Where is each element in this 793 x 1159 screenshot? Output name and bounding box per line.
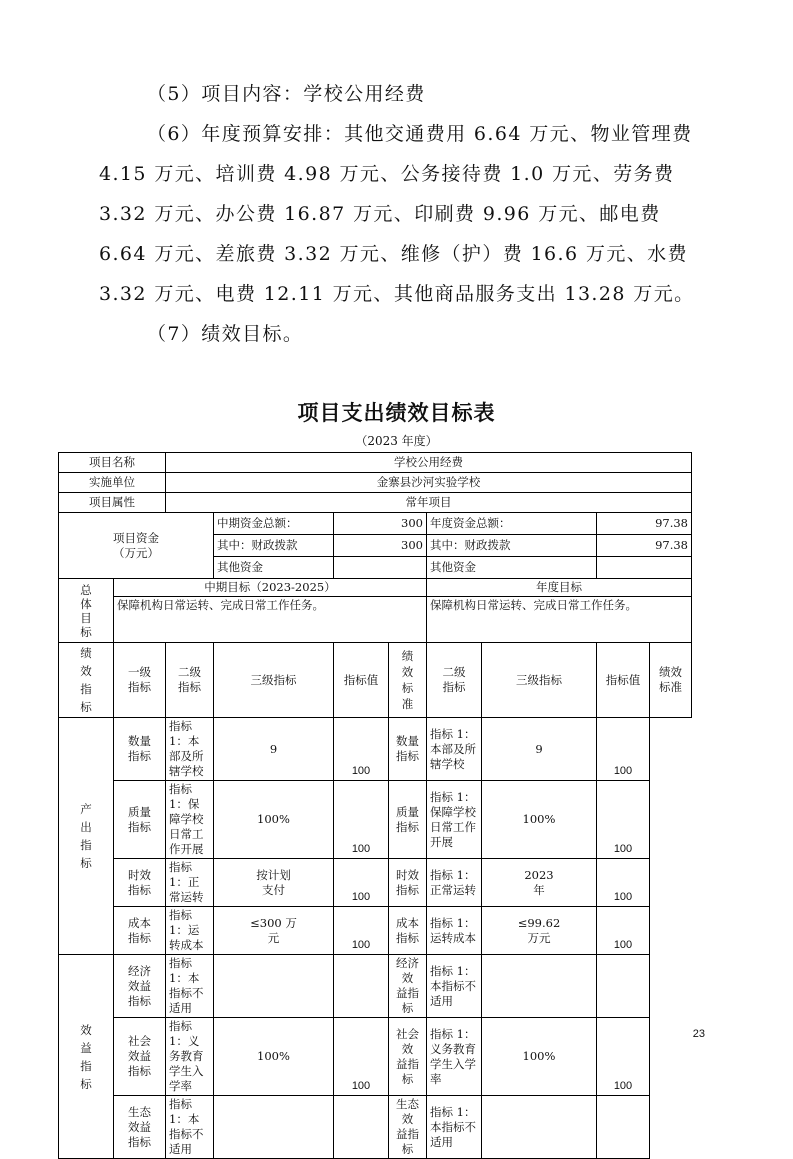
year-indicator-value xyxy=(482,955,597,1018)
header-level2: 二级 指标 xyxy=(166,643,214,718)
year-level2-indicator: 成本 指标 xyxy=(389,907,427,955)
indicator-value: ≤300 万 元 xyxy=(214,907,334,955)
table-title: 项目支出绩效目标表 xyxy=(297,401,496,425)
level3-indicator: 指标 1：本部及所辖学校 xyxy=(166,718,214,781)
mid-total-value: 300 xyxy=(334,513,427,535)
year-level3-indicator: 指标 1：本指标不适用 xyxy=(427,1096,482,1159)
mid-target-header: 中期目标（2023-2025） xyxy=(114,579,427,597)
year-level3-indicator: 指标 1：本指标不适用 xyxy=(427,955,482,1018)
page-number: 23 xyxy=(692,1028,705,1040)
indicator-standard: 100 xyxy=(334,781,389,859)
header-year-level2: 二级 指标 xyxy=(427,643,482,718)
year-indicator-value: 2023 年 xyxy=(482,859,597,907)
overall-target-label: 总 体 目 标 xyxy=(59,579,114,643)
year-indicator-standard xyxy=(597,955,650,1018)
header-level3: 三级指标 xyxy=(214,643,334,718)
project-name-label: 项目名称 xyxy=(59,453,166,473)
year-level2-indicator: 质量 指标 xyxy=(389,781,427,859)
item-6-paragraph: （6）年度预算安排：其他交通费用 6.64 万元、物业管理费 4.15 万元、培训费 4.98 万元、公务接待费 1.0 万元、劳务费 3.32 万元、办公费 16.87 万元、印刷费 9.96 万元、邮电费 6.64 万元、差旅费 3.32 万元、维修（护）费 16.6 万元、水费 3.32 万元、电费 12.11 万元、其他商品服务支出 13.28 万元。 xyxy=(99,123,695,305)
year-level2-indicator: 经济效 益指标 xyxy=(389,955,427,1018)
level3-indicator: 指标 1：本指标不适用 xyxy=(166,955,214,1018)
year-level2-indicator: 时效 指标 xyxy=(389,859,427,907)
indicator-standard: 100 xyxy=(334,907,389,955)
year-level3-indicator: 指标 1：运转成本 xyxy=(427,907,482,955)
mid-fiscal-label: 其中：财政拨款 xyxy=(214,535,334,557)
year-indicator-value: 9 xyxy=(482,718,597,781)
item-5-paragraph: （5）项目内容：学校公用经费 xyxy=(147,83,426,105)
year-indicator-standard: 100 xyxy=(597,1018,650,1096)
year-indicator-value: 100% xyxy=(482,781,597,859)
indicator-value: 按计划 支付 xyxy=(214,859,334,907)
year-level3-indicator: 指标 1：保障学校日常工作开展 xyxy=(427,781,482,859)
indicator-row xyxy=(59,1018,692,1096)
benefit-indicator-group: 效 益 指 标 xyxy=(59,955,114,1159)
year-indicator-standard: 100 xyxy=(597,781,650,859)
header-year-level3: 三级指标 xyxy=(482,643,597,718)
funds-label: 项目资金 （万元） xyxy=(59,513,214,579)
level3-indicator: 指标 1：保障学校日常工作开展 xyxy=(166,781,214,859)
mid-fiscal-value: 300 xyxy=(334,535,427,557)
year-indicator-standard: 100 xyxy=(597,718,650,781)
year-level3-indicator: 指标 1：本部及所辖学校 xyxy=(427,718,482,781)
year-total-label: 年度资金总额： xyxy=(427,513,597,535)
level2-indicator: 社会 效益 指标 xyxy=(114,1018,166,1096)
year-indicator-standard xyxy=(597,1096,650,1159)
level2-indicator: 质量 指标 xyxy=(114,781,166,859)
indicator-row xyxy=(59,718,692,781)
project-name-value: 学校公用经费 xyxy=(166,453,692,473)
year-other-value xyxy=(597,557,692,579)
level3-indicator: 指标 1：本指标不适用 xyxy=(166,1096,214,1159)
indicator-row xyxy=(59,859,692,907)
level3-indicator: 指标 1：义务教育学生入学率 xyxy=(166,1018,214,1096)
header-year-standard: 绩效 标准 xyxy=(650,643,692,718)
performance-indicator-label: 绩 效 指 标 xyxy=(59,643,114,718)
table-year: （2023 年度） xyxy=(355,434,438,448)
year-target-header: 年度目标 xyxy=(427,579,692,597)
header-standard: 绩 效 标 准 xyxy=(389,643,427,718)
header-year-value: 指标值 xyxy=(597,643,650,718)
year-indicator-standard: 100 xyxy=(597,907,650,955)
mid-target-text: 保障机构日常运转、完成日常工作任务。 xyxy=(114,597,427,643)
year-other-label: 其他资金 xyxy=(427,557,597,579)
level2-indicator: 经济 效益 指标 xyxy=(114,955,166,1018)
mid-other-value xyxy=(334,557,427,579)
year-level3-indicator: 指标 1：义务教育学生入学率 xyxy=(427,1018,482,1096)
performance-target-table xyxy=(58,452,692,1159)
level3-indicator: 指标 1：运转成本 xyxy=(166,907,214,955)
indicator-value: 100% xyxy=(214,1018,334,1096)
header-value: 指标值 xyxy=(334,643,389,718)
year-fiscal-value: 97.38 xyxy=(597,535,692,557)
indicator-standard xyxy=(334,1096,389,1159)
indicator-value xyxy=(214,955,334,1018)
header-level1: 一级 指标 xyxy=(114,643,166,718)
level2-indicator: 生态 效益 指标 xyxy=(114,1096,166,1159)
level2-indicator: 成本 指标 xyxy=(114,907,166,955)
item-7-paragraph: （7）绩效目标。 xyxy=(147,323,304,345)
implementing-unit-value: 金寨县沙河实验学校 xyxy=(166,473,692,493)
year-level2-indicator: 数量 指标 xyxy=(389,718,427,781)
level3-indicator: 指标 1：正常运转 xyxy=(166,859,214,907)
output-indicator-group: 产 出 指 标 xyxy=(59,718,114,955)
year-indicator-value xyxy=(482,1096,597,1159)
indicator-standard: 100 xyxy=(334,718,389,781)
level2-indicator: 时效 指标 xyxy=(114,859,166,907)
indicator-row xyxy=(59,907,692,955)
indicator-value xyxy=(214,1096,334,1159)
year-indicator-value: ≤99.62 万元 xyxy=(482,907,597,955)
indicator-value: 100% xyxy=(214,781,334,859)
year-fiscal-label: 其中：财政拨款 xyxy=(427,535,597,557)
project-attribute-label: 项目属性 xyxy=(59,493,166,513)
indicator-standard: 100 xyxy=(334,859,389,907)
year-target-text: 保障机构日常运转、完成日常工作任务。 xyxy=(427,597,692,643)
indicator-row xyxy=(59,781,692,859)
mid-other-label: 其他资金 xyxy=(214,557,334,579)
year-indicator-standard: 100 xyxy=(597,859,650,907)
mid-total-label: 中期资金总额： xyxy=(214,513,334,535)
year-indicator-value: 100% xyxy=(482,1018,597,1096)
year-level2-indicator: 社会效 益指标 xyxy=(389,1018,427,1096)
indicator-row xyxy=(59,955,692,1018)
level2-indicator: 数量 指标 xyxy=(114,718,166,781)
year-total-value: 97.38 xyxy=(597,513,692,535)
indicator-standard: 100 xyxy=(334,1018,389,1096)
implementing-unit-label: 实施单位 xyxy=(59,473,166,493)
project-attribute-value: 常年项目 xyxy=(166,493,692,513)
year-level3-indicator: 指标 1：正常运转 xyxy=(427,859,482,907)
year-level2-indicator: 生态效 益指标 xyxy=(389,1096,427,1159)
indicator-row xyxy=(59,1096,692,1159)
indicator-value: 9 xyxy=(214,718,334,781)
indicator-standard xyxy=(334,955,389,1018)
